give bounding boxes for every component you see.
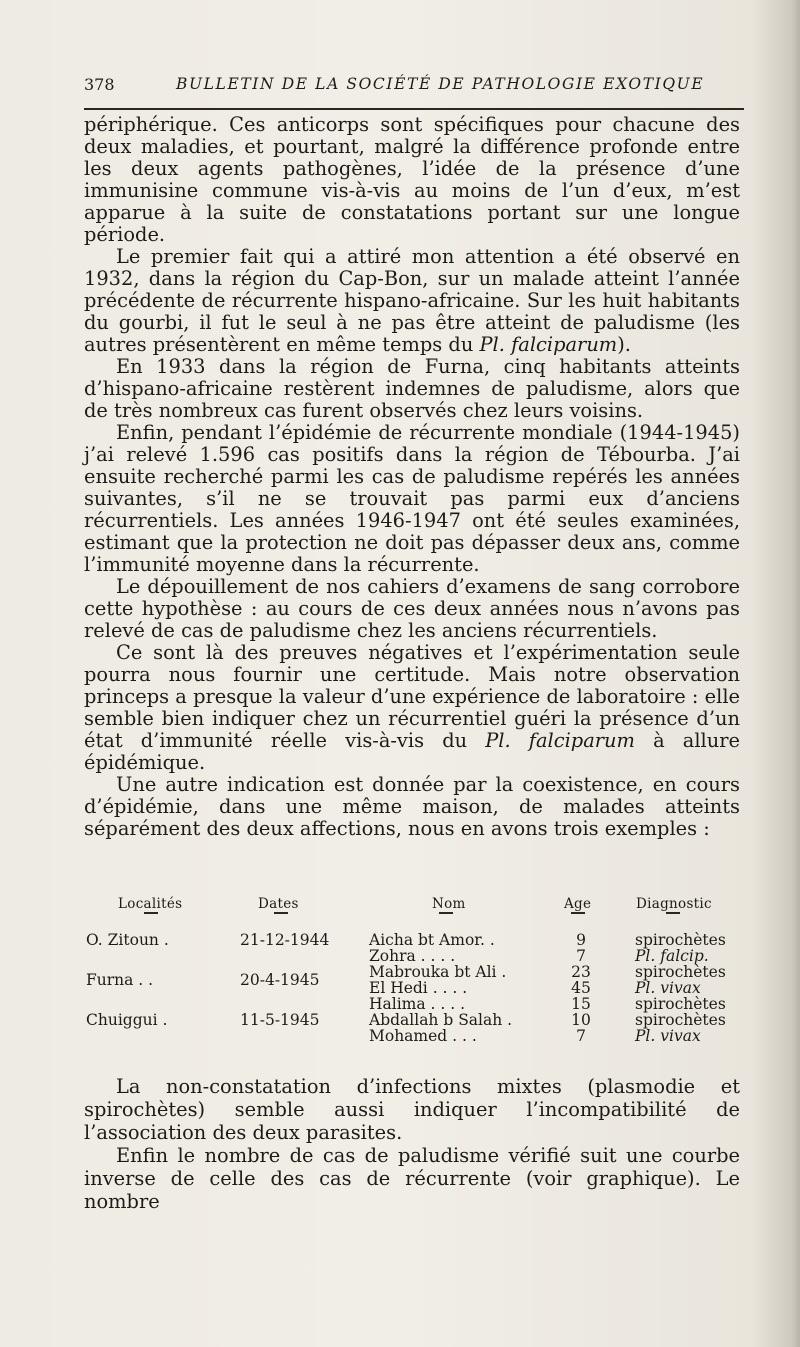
species-name: Pl. falciparum bbox=[479, 333, 618, 356]
header-dash bbox=[666, 912, 680, 914]
cell-diagnostic: Pl. falcip. bbox=[635, 947, 709, 965]
cell-age: 7 bbox=[576, 1027, 586, 1045]
cell-age: 23 bbox=[571, 963, 591, 981]
cell-age: 7 bbox=[576, 947, 586, 965]
cell-nom: Mabrouka bt Ali . bbox=[369, 963, 507, 981]
paragraph-6: Ce sont là des preuves négatives et l’expérimentation seule pourra nous fournir une certitude. Mais notre observation princeps a presque la valeur d’une expérience de laboratoire : elle semble bien indiquer chez un récurrentiel guéri la présence d’un état d’immunité réelle vis-à-vis du Pl. falciparum à allure épidémique. bbox=[84, 641, 740, 774]
paragraph-5: Le dépouillement de nos cahiers d’examens de sang corrobore cette hypothèse : au cours de ces deux années nous n’avons pas relevé de cas de paludisme chez les anciens récurrentiels. bbox=[84, 575, 740, 642]
header-dash bbox=[439, 912, 453, 914]
cell-diagnostic: spirochètes bbox=[635, 963, 726, 981]
cases-table bbox=[84, 896, 744, 1066]
paragraph-9: Enfin le nombre de cas de paludisme vérifié suit une courbe inverse de celle des cas de récurrente (voir graphique). Le nombre bbox=[84, 1144, 740, 1213]
header-dash bbox=[144, 912, 158, 914]
closing-text bbox=[84, 1075, 740, 1213]
paragraph-2: Le premier fait qui a attiré mon attention a été observé en 1932, dans la région du Cap-Bon, sur un malade atteint l’année précédente de récurrente hispano-africaine. Sur les huit habitants du gourbi, il fut le seul à ne pas être atteint de paludisme (les autres présentèrent en même temps du Pl. falciparum). bbox=[84, 245, 740, 356]
cell-age: 15 bbox=[571, 995, 591, 1013]
page-number: 378 bbox=[84, 75, 115, 94]
paragraph-1: périphérique. Ces anticorps sont spécifiques pour chacune des deux maladies, et pourtant, malgré la différence profonde entre les deux agents pathogènes, l’idée de la présence d’une immunisine commune vis-à-vis au moins de l’un d’eux, m’est apparue à la suite de constatations portant sur une longue période. bbox=[84, 113, 740, 246]
cell-date: 21-12-1944 bbox=[240, 931, 330, 949]
body-text bbox=[84, 114, 740, 840]
cell-localite: O. Zitoun . bbox=[86, 931, 169, 949]
paragraph-7: Une autre indication est donnée par la coexistence, en cours d’épidémie, dans une même maison, de malades atteints séparément des deux affections, nous en avons trois exemples : bbox=[84, 773, 740, 840]
cell-age: 45 bbox=[571, 979, 591, 997]
header-dash bbox=[274, 912, 288, 914]
cell-diagnostic: spirochètes bbox=[635, 995, 726, 1013]
species-name: Pl. falciparum bbox=[485, 729, 635, 752]
cell-age: 9 bbox=[576, 931, 586, 949]
column-header-localites: Localités bbox=[118, 896, 183, 912]
column-header-age: Age bbox=[564, 896, 592, 912]
column-header-diagnostic: Diagnostic bbox=[636, 896, 712, 912]
header-rule bbox=[84, 108, 744, 110]
cell-nom: Zohra . . . . bbox=[369, 947, 456, 965]
page-header bbox=[84, 75, 744, 105]
header-dash bbox=[571, 912, 585, 914]
cell-date: 11-5-1945 bbox=[240, 1011, 320, 1029]
cell-diagnostic: Pl. vivax bbox=[635, 979, 701, 997]
cell-diagnostic: spirochètes bbox=[635, 1011, 726, 1029]
running-title: BULLETIN DE LA SOCIÉTÉ DE PATHOLOGIE EXOTIQUE bbox=[176, 75, 705, 93]
cell-date: 20-4-1945 bbox=[240, 971, 320, 989]
paragraph-4: Enfin, pendant l’épidémie de récurrente mondiale (1944-1945) j’ai relevé 1.596 cas positifs dans la région de Tébourba. J’ai ensuite recherché parmi les cas de paludisme repérés les années suivantes, s’il ne se trouvait pas parmi eux d’anciens récurrentiels. Les années 1946-1947 ont été seules examinées, estimant que la protection ne doit pas dépasser deux ans, comme l’immunité moyenne dans la récurrente. bbox=[84, 421, 740, 576]
cell-age: 10 bbox=[571, 1011, 591, 1029]
column-header-nom: Nom bbox=[432, 896, 466, 912]
cell-nom: Abdallah b Salah . bbox=[369, 1011, 513, 1029]
cell-nom: Mohamed . . . bbox=[369, 1027, 477, 1045]
cell-nom: Aicha bt Amor. . bbox=[369, 931, 495, 949]
paragraph-3: En 1933 dans la région de Furna, cinq habitants atteints d’hispano-africaine restèrent indemnes de paludisme, alors que de très nombreux cas furent observés chez leurs voisins. bbox=[84, 355, 740, 422]
paragraph-8: La non-constatation d’infections mixtes (plasmodie et spirochètes) semble aussi indiquer l’incompatibilité de l’association des deux parasites. bbox=[84, 1075, 740, 1144]
cell-diagnostic: Pl. vivax bbox=[635, 1027, 701, 1045]
cell-localite: Chuiggui . bbox=[86, 1011, 168, 1029]
cell-diagnostic: spirochètes bbox=[635, 931, 726, 949]
cell-nom: El Hedi . . . . bbox=[369, 979, 468, 997]
column-header-dates: Dates bbox=[258, 896, 299, 912]
cell-localite: Furna . . bbox=[86, 971, 154, 989]
cell-nom: Halima . . . . bbox=[369, 995, 466, 1013]
